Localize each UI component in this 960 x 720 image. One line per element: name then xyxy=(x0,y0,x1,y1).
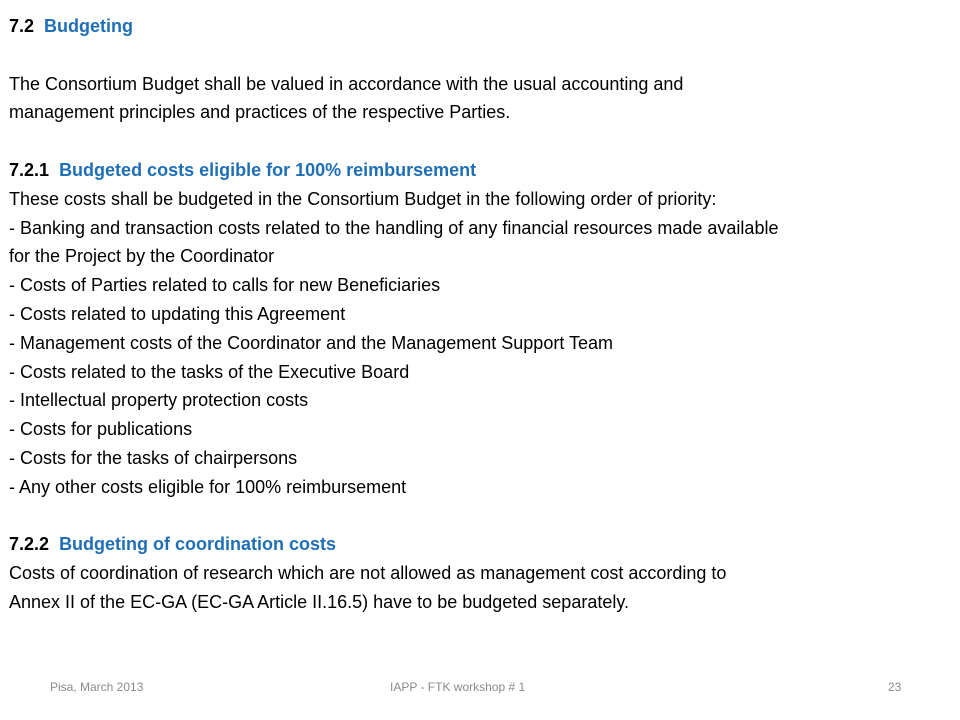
subsection-1-number: 7.2.1 xyxy=(9,159,50,180)
slide-content xyxy=(9,12,954,617)
spacer xyxy=(9,127,954,156)
footer-page-number: 23 xyxy=(888,680,902,694)
bullet-item: - Costs for publications xyxy=(9,419,193,440)
subsection-1-intro: These costs shall be budgeted in the Consortium Budget in the following order of priority: xyxy=(9,188,717,209)
section-number: 7.2 xyxy=(9,16,35,36)
bullet-item: - Intellectual property protection costs xyxy=(9,390,309,411)
subsection-2-title: Budgeting of coordination costs xyxy=(59,534,337,555)
section-title: Budgeting xyxy=(44,16,134,36)
section-paragraph-line: management principles and practices of the respective Parties. xyxy=(9,102,511,123)
bullet-item: - Costs for the tasks of chairpersons xyxy=(9,447,298,468)
section-heading xyxy=(9,12,954,41)
bullet-item: - Management costs of the Coordinator and the Management Support Team xyxy=(9,332,614,353)
subsection-2-paragraph-line: Costs of coordination of research which are not allowed as management cost according to xyxy=(9,563,727,584)
subsection-2-heading xyxy=(9,530,954,559)
bullet-item: - Costs of Parties related to calls for new Beneficiaries xyxy=(9,275,441,296)
bullet-item: - Costs related to updating this Agreement xyxy=(9,303,346,324)
subsection-1-title: Budgeted costs eligible for 100% reimbursement xyxy=(59,159,477,180)
bullet-item: - Costs related to the tasks of the Executive Board xyxy=(9,361,410,382)
subsection-1-heading xyxy=(9,156,954,185)
spacer xyxy=(9,502,954,531)
bullet-item: - Banking and transaction costs related to the handling of any financial resources made available xyxy=(9,217,779,238)
bullet-item: - Any other costs eligible for 100% reimbursement xyxy=(9,476,407,497)
subsection-2-paragraph-line: Annex II of the EC-GA (EC-GA Article II.16.5) have to be budgeted separately. xyxy=(9,591,630,612)
section-paragraph-line: The Consortium Budget shall be valued in accordance with the usual accounting and xyxy=(9,73,684,94)
spacer xyxy=(9,41,954,70)
footer-event-title: IAPP - FTK workshop # 1 xyxy=(390,680,526,694)
footer-location-date: Pisa, March 2013 xyxy=(50,680,144,694)
bullet-item-continuation: for the Project by the Coordinator xyxy=(9,246,275,267)
subsection-2-number: 7.2.2 xyxy=(9,534,50,555)
